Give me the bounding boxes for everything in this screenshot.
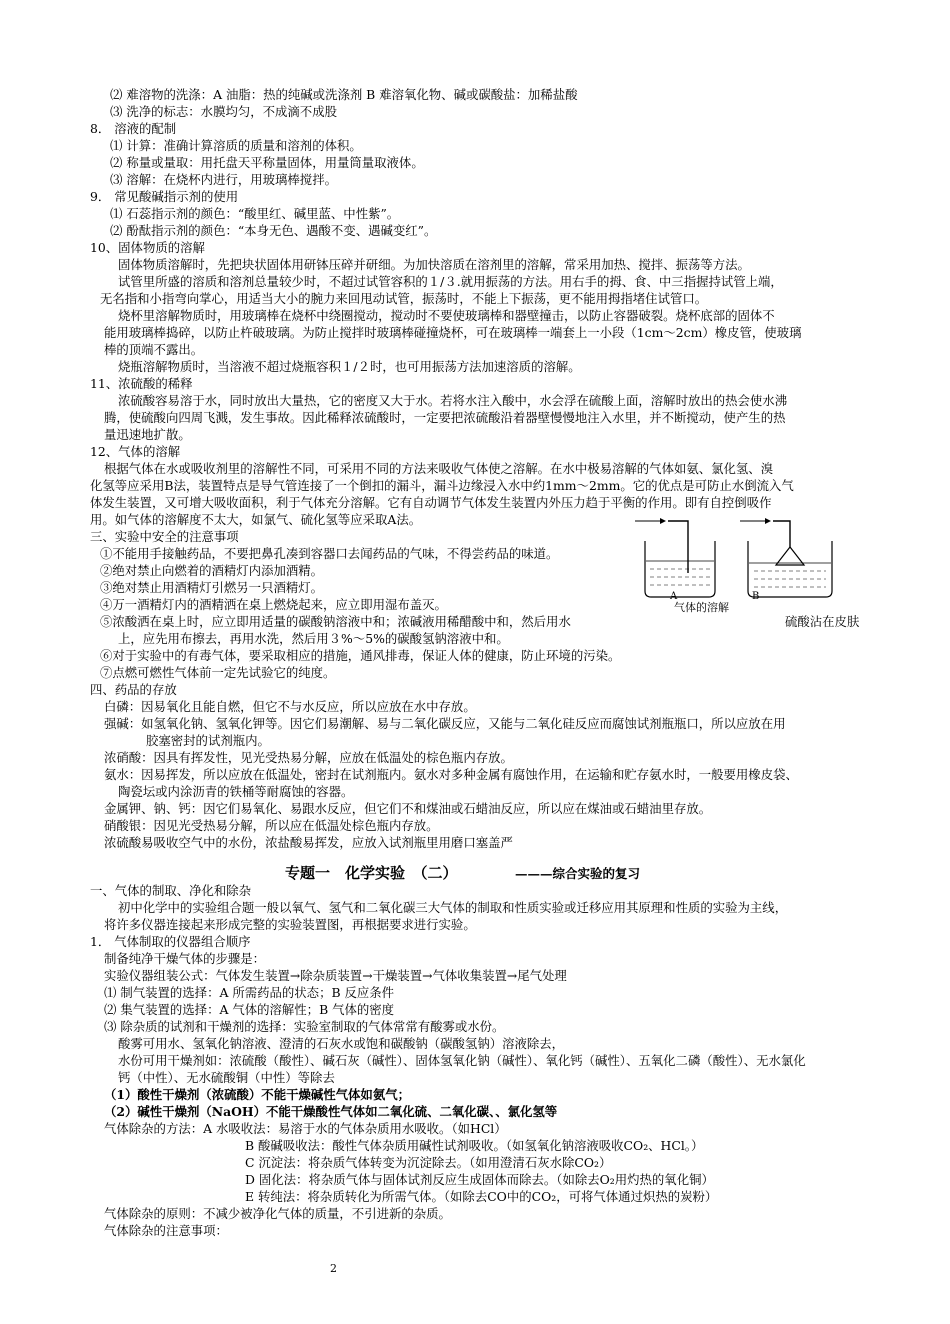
text-line: 无名指和小指弯向掌心，用适当大小的腕力来回甩动试管，振荡时，不能上下振荡，更不能用拇指堵住试管口。 [100, 291, 708, 306]
section-heading: 9． 常见酸碱指示剂的使用 [90, 189, 239, 204]
text-line: ⑤浓酸洒在桌上时，应立即用适量的碳酸钠溶液中和；浓碱液用稀醋酸中和，然后用水 [100, 614, 571, 629]
text-line: 用。如气体的溶解度不太大，如氯气、硫化氢等应采取A法。 [90, 512, 422, 527]
text-line: 腾，使硫酸向四周飞溅，发生事故。因此稀释浓硫酸时，一定要把浓硫酸沿着器壁慢慢地注入水里，并不断搅动，使产生的热 [104, 410, 786, 425]
text-line: 硝酸银：因见光受热易分解，所以应在低温处棕色瓶内存放。 [104, 818, 439, 833]
section-heading: 11、浓硫酸的稀释 [90, 376, 193, 391]
text-line: 体发生装置，又可增大吸收面积，利于气体充分溶解。它有自动调节气体发生装置内外压力趋于平衡的作用。即有自控倒吸作 [90, 495, 772, 510]
page-title: 专题一 化学实验 （二） [285, 864, 458, 882]
text-line: ⑶ 洗净的标志：水膜均匀，不成滴不成股 [110, 104, 337, 119]
text-line: ⑶ 除杂质的试剂和干燥剂的选择：实验室制取的气体常常有酸雾或水份。 [104, 1019, 505, 1034]
text-line: ⑴ 计算：准确计算溶质的质量和溶剂的体积。 [110, 138, 362, 153]
text-line: 能用玻璃棒捣碎，以防止杵破玻璃。为防止搅拌时玻璃棒碰撞烧杯，可在玻璃棒一端套上一小段（1cm～2cm）橡皮管，使玻璃 [104, 325, 802, 340]
text-line: 强碱：如氢氧化钠、氢氧化钾等。因它们易潮解、易与二氧化碳反应，又能与二氧化硅反应而腐蚀试剂瓶瓶口，所以应放在用 [104, 716, 786, 731]
text-line: 浓硝酸：因具有挥发性，见光受热易分解，应放在低温处的棕色瓶内存放。 [104, 750, 513, 765]
text-line: ⑥对于实验中的有毒气体，要采取相应的措施，通风排毒，保证人体的健康，防止环境的污染。 [100, 648, 621, 663]
figure-caption: 气体的溶解 [674, 601, 729, 614]
text-line: 试管里所盛的溶质和溶剂总量较少时，不超过试管容积的１/３.就用振荡的方法。用右手的拇、食、中三指握持试管上端， [118, 274, 783, 289]
text-line: 胶塞密封的试剂瓶内。 [146, 733, 270, 748]
funnel-b [776, 547, 804, 565]
text-line: （1）酸性干燥剂（浓硫酸）不能干燥碱性气体如氨气； [104, 1087, 410, 1102]
text-line: 固体物质溶解时，先把块状固体用研钵压碎并研细。为加快溶质在溶剂里的溶解，常采用加热、搅拌、振荡等方法。 [118, 257, 750, 272]
text-line: ⑶ 溶解：在烧杯内进行，用玻璃棒搅拌。 [110, 172, 337, 187]
text-line: （2）碱性干燥剂（NaOH）不能干燥酸性气体如二氧化硫、二氧化碳、、氯化氢等 [104, 1104, 558, 1119]
text-line: B 酸碱吸收法：酸性气体杂质用碱性试剂吸收。（如氢氧化钠溶液吸收CO₂、HCl。） [245, 1138, 704, 1153]
tube-a [668, 521, 688, 573]
text-line: ⑦点燃可燃性气体前一定先试验它的纯度。 [100, 665, 336, 680]
text-line: 气体除杂的方法：A 水吸收法：易溶于水的气体杂质用水吸收。（如HCl） [104, 1121, 507, 1136]
text-line: 浓硫酸容易溶于水，同时放出大量热，它的密度又大于水。若将水注入酸中，水会浮在硫酸上面，溶解时放出的热会使水沸 [118, 393, 788, 408]
figure-label-a: A [670, 591, 678, 602]
text-line: 将许多仪器连接起来形成完整的实验装置图，再根据要求进行实验。 [104, 917, 476, 932]
text-line: D 固化法：将杂质气体与固体试剂反应生成固体而除去。（如除去O₂用灼热的氧化铜） [245, 1172, 714, 1187]
text-line: ⑴ 石蕊指示剂的颜色：“酸里红、碱里蓝、中性紫”。 [110, 206, 400, 221]
text-line: ⑵ 难溶物的洗涤：A 油脂：热的纯碱或洗涤剂 B 难溶氧化物、碱或碳酸盐：加稀盐酸 [110, 87, 578, 102]
text-line: 陶瓷坛或内涂沥青的铁桶等耐腐蚀的容器。 [118, 784, 354, 799]
text-line: ⑵ 酚酞指示剂的颜色：“本身无色、遇酸不变、遇碱变红”。 [110, 223, 437, 238]
section-heading: 一、气体的制取、净化和除杂 [90, 883, 252, 898]
figure-label-b: B [752, 591, 760, 602]
text-line: 硫酸沾在皮肤 [785, 614, 860, 629]
text-line: ③绝对禁止用酒精灯引燃另一只酒精灯。 [100, 580, 324, 595]
text-line: 初中化学中的实验组合题一般以氧气、氢气和二氧化碳三大气体的制取和性质实验或迁移应用其原理和性质的实验为主线， [118, 900, 788, 915]
arrow-a-head [660, 518, 666, 524]
section-heading: 8． 溶液的配制 [90, 121, 177, 136]
section-heading: 三、实验中安全的注意事项 [90, 529, 239, 544]
section-heading: 12、气体的溶解 [90, 444, 181, 459]
text-line: 水份可用干燥剂如：浓硫酸（酸性）、碱石灰（碱性）、固体氢氧化钠（碱性）、氧化钙（碱性）、五氧化二磷（酸性）、无水氯化 [118, 1053, 806, 1068]
text-line: 浓硫酸易吸收空气中的水份，浓盐酸易挥发，应放入试剂瓶里用磨口塞盖严 [104, 835, 513, 850]
text-line: 烧杯里溶解物质时，用玻璃棒在烧杯中绕圈搅动，搅动时不要使玻璃棒和器壁撞击，以防止容器破裂。烧杯底部的固体不 [118, 308, 775, 323]
tube-b [773, 521, 790, 547]
text-line: 氨水：因易挥发，所以应放在低温处，密封在试剂瓶内。氨水对多种金属有腐蚀作用，在运输和贮存氨水时，一般要用橡皮袋、 [104, 767, 798, 782]
text-line: 金属钾、钠、钙：因它们易氧化、易跟水反应，但它们不和煤油或石蜡油反应，所以应在煤油或石蜡油里存放。 [104, 801, 712, 816]
text-line: 气体除杂的注意事项： [104, 1223, 228, 1238]
section-heading: 1． 气体制取的仪器组合顺序 [90, 934, 251, 949]
text-line: 化氢等应采用B法，装置特点是导气管连接了一个倒扣的漏斗，漏斗边缘浸入水中约1mm～2mm。它的优点是可防止水倒流入气 [90, 478, 794, 493]
beaker-b [748, 541, 832, 597]
text-line: 气体除杂的原则：不减少被净化气体的质量，不引进新的杂质。 [104, 1206, 451, 1221]
arrow-b-head [765, 518, 771, 524]
gas-dissolution-figure [630, 513, 870, 613]
text-line: 酸雾可用水、氢氧化钠溶液、澄清的石灰水或饱和碳酸钠（碳酸氢钠）溶液除去， [118, 1036, 565, 1051]
text-line: E 转纯法：将杂质转化为所需气体。（如除去CO中的CO₂，可将气体通过炽热的炭粉） [245, 1189, 718, 1204]
text-line: 钙（中性）、无水硫酸铜（中性）等除去 [118, 1070, 335, 1085]
text-line: 上，应先用布擦去，再用水洗，然后用３%～5%的碳酸氢钠溶液中和。 [118, 631, 509, 646]
text-line: ②绝对禁止向燃着的酒精灯内添加酒精。 [100, 563, 324, 578]
text-line: 烧瓶溶解物质时，当溶液不超过烧瓶容积１/２时，也可用振荡方法加速溶质的溶解。 [118, 359, 581, 374]
page-number: 2 [330, 1262, 337, 1275]
text-line: 实验仪器组装公式：气体发生装置→除杂质装置→干燥装置→气体收集装置→尾气处理 [104, 968, 567, 983]
text-line: 制备纯净干燥气体的步骤是： [104, 951, 266, 966]
section-heading: 四、药品的存放 [90, 682, 177, 697]
text-line: ⑵ 称量或量取：用托盘天平称量固体，用量筒量取液体。 [110, 155, 424, 170]
section-heading: 10、固体物质的溶解 [90, 240, 205, 255]
text-line: C 沉淀法：将杂质气体转变为沉淀除去。（如用澄清石灰水除CO₂） [245, 1155, 612, 1170]
text-line: ⑵ 集气装置的选择：A 气体的溶解性；B 气体的密度 [104, 1002, 395, 1017]
gas-dissolution-diagram [630, 513, 870, 613]
text-line: ①不能用手接触药品，不要把鼻孔凑到容器口去闻药品的气味，不得尝药品的味道。 [100, 546, 559, 561]
text-line: 棒的顶端不露出。 [104, 342, 204, 357]
text-line: ⑴ 制气装置的选择：A 所需药品的状态；B 反应条件 [104, 985, 395, 1000]
text-line: 根据气体在水或吸收剂里的溶解性不同，可采用不同的方法来吸收气体使之溶解。在水中极易溶解的气体如氨、氯化氢、溴 [104, 461, 774, 476]
text-line: ④万一酒精灯内的酒精洒在桌上燃烧起来，应立即用湿布盖灭。 [100, 597, 447, 612]
text-line: 白磷：因易氧化且能自燃，但它不与水反应，所以应放在水中存放。 [104, 699, 476, 714]
page-subtitle: ———综合实验的复习 [515, 866, 641, 881]
text-line: 量迅速地扩散。 [104, 427, 191, 442]
